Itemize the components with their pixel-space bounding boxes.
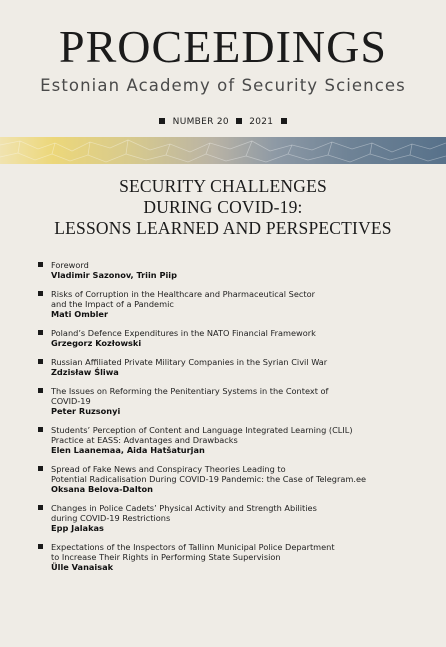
article-authors: Epp Jalakas [51, 523, 104, 533]
article-title: Foreword [51, 260, 89, 270]
article-title: during COVID-19 Restrictions [51, 513, 171, 523]
article-title: Poland’s Defence Expenditures in the NATO Financial Framework [51, 328, 316, 338]
article-authors: Oksana Belova-Dalton [51, 484, 153, 494]
issue-year: 2021 [249, 117, 274, 127]
article-title: Spread of Fake News and Conspiracy Theories Leading to [51, 464, 286, 474]
article-authors: Vladimir Sazonov, Triin Piip [51, 270, 177, 280]
article-title: Changes in Police Cadets’ Physical Activity and Strength Abilities [51, 503, 317, 513]
toc-item [38, 386, 428, 416]
issue-title [0, 176, 446, 239]
article-authors: Grzegorz Kozłowski [51, 338, 142, 348]
toc-item [38, 328, 428, 348]
article-title: Students’ Perception of Content and Language Integrated Learning (CLIL) [51, 425, 353, 435]
square-bullet-icon [281, 118, 287, 124]
journal-subtitle: Estonian Academy of Security Sciences [40, 76, 406, 95]
article-title: Russian Affiliated Private Military Companies in the Syrian Civil War [51, 357, 328, 367]
toc-item [38, 464, 428, 494]
article-authors: Peter Ruzsonyi [51, 406, 121, 416]
issue-title-line: LESSONS LEARNED AND PERSPECTIVES [54, 218, 392, 238]
toc-item [38, 289, 428, 319]
article-title: Risks of Corruption in the Healthcare and Pharmaceutical Sector [51, 289, 315, 299]
article-title: Practice at EASS: Advantages and Drawbacks [51, 435, 238, 445]
journal-title: PROCEEDINGS [59, 21, 387, 72]
article-title: COVID-19 [51, 396, 91, 406]
table-of-contents [38, 260, 428, 581]
article-title: to Increase Their Rights in Performing State Supervision [51, 552, 281, 562]
masthead [0, 22, 446, 95]
cracked-texture-icon [0, 137, 446, 164]
issue-line [0, 117, 446, 127]
decorative-texture-band [0, 137, 446, 164]
article-title: and the Impact of a Pandemic [51, 299, 174, 309]
issue-title-line: SECURITY CHALLENGES [119, 176, 327, 196]
square-bullet-icon [159, 118, 165, 124]
issue-title-line: DURING COVID-19: [143, 197, 303, 217]
article-title: The Issues on Reforming the Penitentiary Systems in the Context of [51, 386, 329, 396]
issue-number: NUMBER 20 [172, 117, 229, 127]
article-title: Expectations of the Inspectors of Tallinn Municipal Police Department [51, 542, 335, 552]
article-authors: Elen Laanemaa, Aida Hatšaturjan [51, 445, 205, 455]
toc-item [38, 503, 428, 533]
toc-item [38, 542, 428, 572]
article-authors: Ülle Vanaisak [51, 562, 114, 572]
article-title: Potential Radicalisation During COVID-19 Pandemic: the Case of Telegram.ee [51, 474, 367, 484]
toc-item [38, 260, 428, 280]
square-bullet-icon [236, 118, 242, 124]
toc-item [38, 425, 428, 455]
toc-item [38, 357, 428, 377]
article-authors: Zdzisław Śliwa [51, 367, 119, 377]
article-authors: Mati Ombler [51, 309, 108, 319]
